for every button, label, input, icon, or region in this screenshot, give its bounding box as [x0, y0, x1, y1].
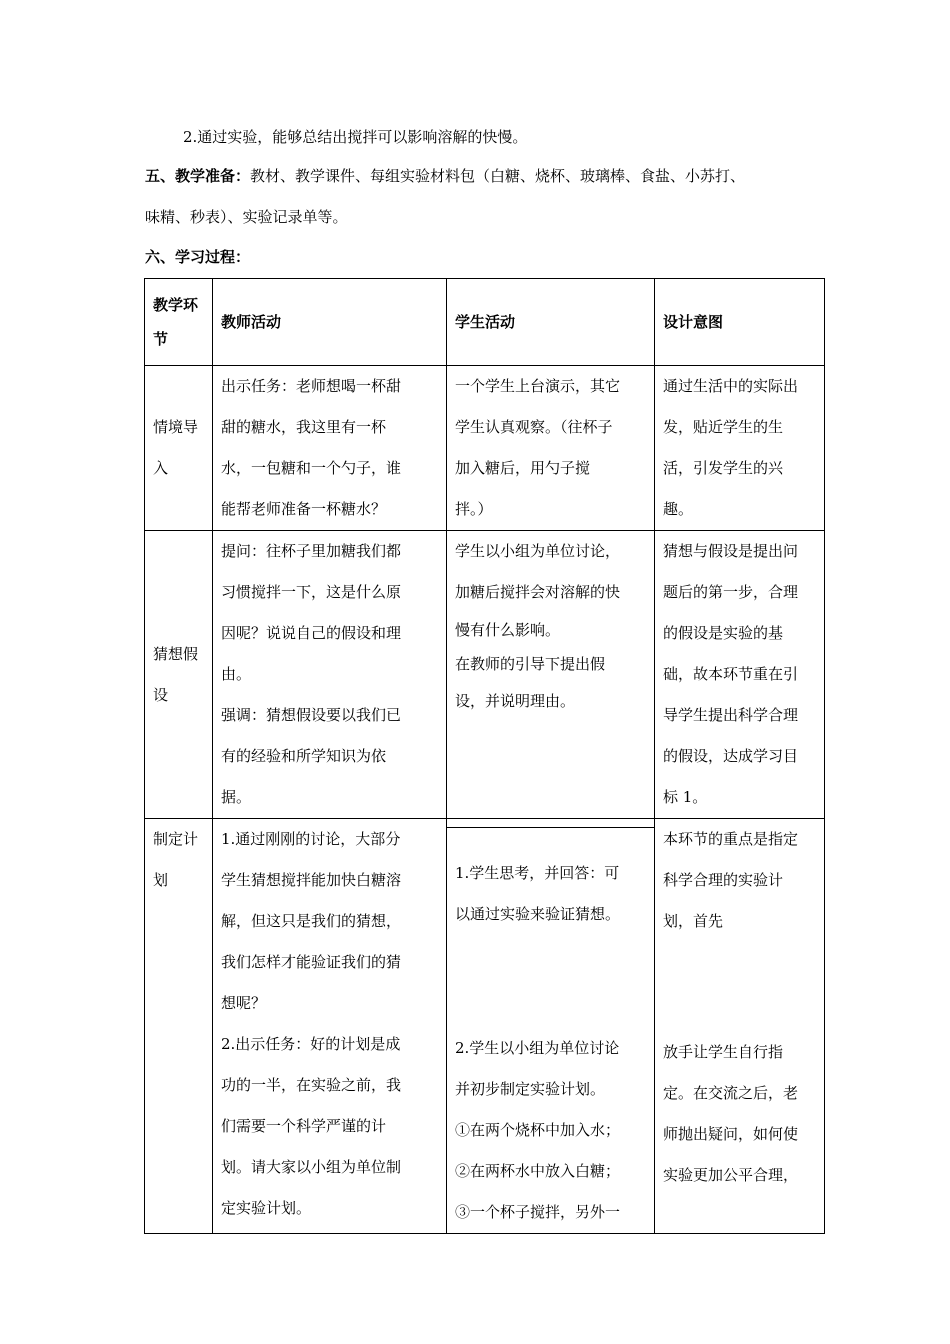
teacher-activity: 1.通过刚刚的讨论，大部分 学生猜想搅拌能加快白糖溶 解，但这只是我们的猜想， 我们怎样才能验证我们的猜 想呢？ 2.出示任务：好的计划是成 功的一半，在实验之前，我 们需要一个科学严谨的计 划。请大家以小组为单位制 定实验计划。: [213, 819, 447, 1234]
student-activity: [447, 819, 655, 1234]
teacher-activity: 出示任务：老师想喝一杯甜 甜的糖水，我这里有一杯 水，一包糖和一个勺子，谁 能帮老师准备一杯糖水？: [213, 366, 447, 531]
table-row: [145, 819, 825, 1234]
stage-planning: 制定计 划: [145, 819, 213, 1234]
header-intent: 设计意图: [655, 279, 825, 366]
design-intent: 猜想与假设是提出问 题后的第一步，合理 的假设是实验的基 础，故本环节重在引 导学生提出科学合理 的假设，达成学习目 标 1。: [655, 531, 825, 819]
stage-hypothesis: 猜想假 设: [145, 531, 213, 819]
header-stage: 教学环 节: [145, 279, 213, 366]
process-heading: 六、学习过程：: [145, 248, 251, 266]
process-table: [144, 278, 825, 1234]
table-row: [145, 366, 825, 531]
table-header-row: [145, 279, 825, 366]
header-student: 学生活动: [447, 279, 655, 366]
teacher-activity: 提问：往杯子里加糖我们都 习惯搅拌一下，这是什么原 因呢？说说自己的假设和理 由。 强调：猜想假设要以我们已 有的经验和所学知识为依 据。: [213, 531, 447, 819]
header-teacher: 教师活动: [213, 279, 447, 366]
prep-text-2: 味精、秒表）、实验记录单等。: [145, 208, 348, 226]
stage-situation: 情境导 入: [145, 366, 213, 531]
prep-text-1: 教材、教学课件、每组实验材料包（白糖、烧杯、玻璃棒、食盐、小苏打、: [250, 167, 746, 185]
student-activity: 学生以小组为单位讨论， 加糖后搅拌会对溶解的快 慢有什么影响。 在教师的引导下提出假 设，并说明理由。: [447, 531, 655, 819]
student-activity-part-2: 2.学生以小组为单位讨论 并初步制定实验计划。 ①在两个烧杯中加入水； ②在两杯水中放入白糖； ③一个杯子搅拌，另外一: [455, 1039, 621, 1221]
prep-line-1: [145, 165, 745, 186]
student-activity-part-1: 1.学生思考，并回答：可 以通过实验来验证猜想。: [447, 827, 654, 935]
learning-goal-2: 2.通过实验，能够总结出搅拌可以影响溶解的快慢。: [183, 128, 528, 146]
prep-heading: 五、教学准备：: [145, 167, 251, 185]
design-intent: 本环节的重点是指定 科学合理的实验计 划，首先 放手让学生自行指 定。在交流之后，老 师抛出疑问，如何使 实验更加公平合理，: [655, 819, 825, 1234]
student-activity: 一个学生上台演示，其它 学生认真观察。（往杯子 加入糖后，用勺子搅 拌。）: [447, 366, 655, 531]
table-row: [145, 531, 825, 819]
design-intent: 通过生活中的实际出 发，贴近学生的生 活，引发学生的兴 趣。: [655, 366, 825, 531]
